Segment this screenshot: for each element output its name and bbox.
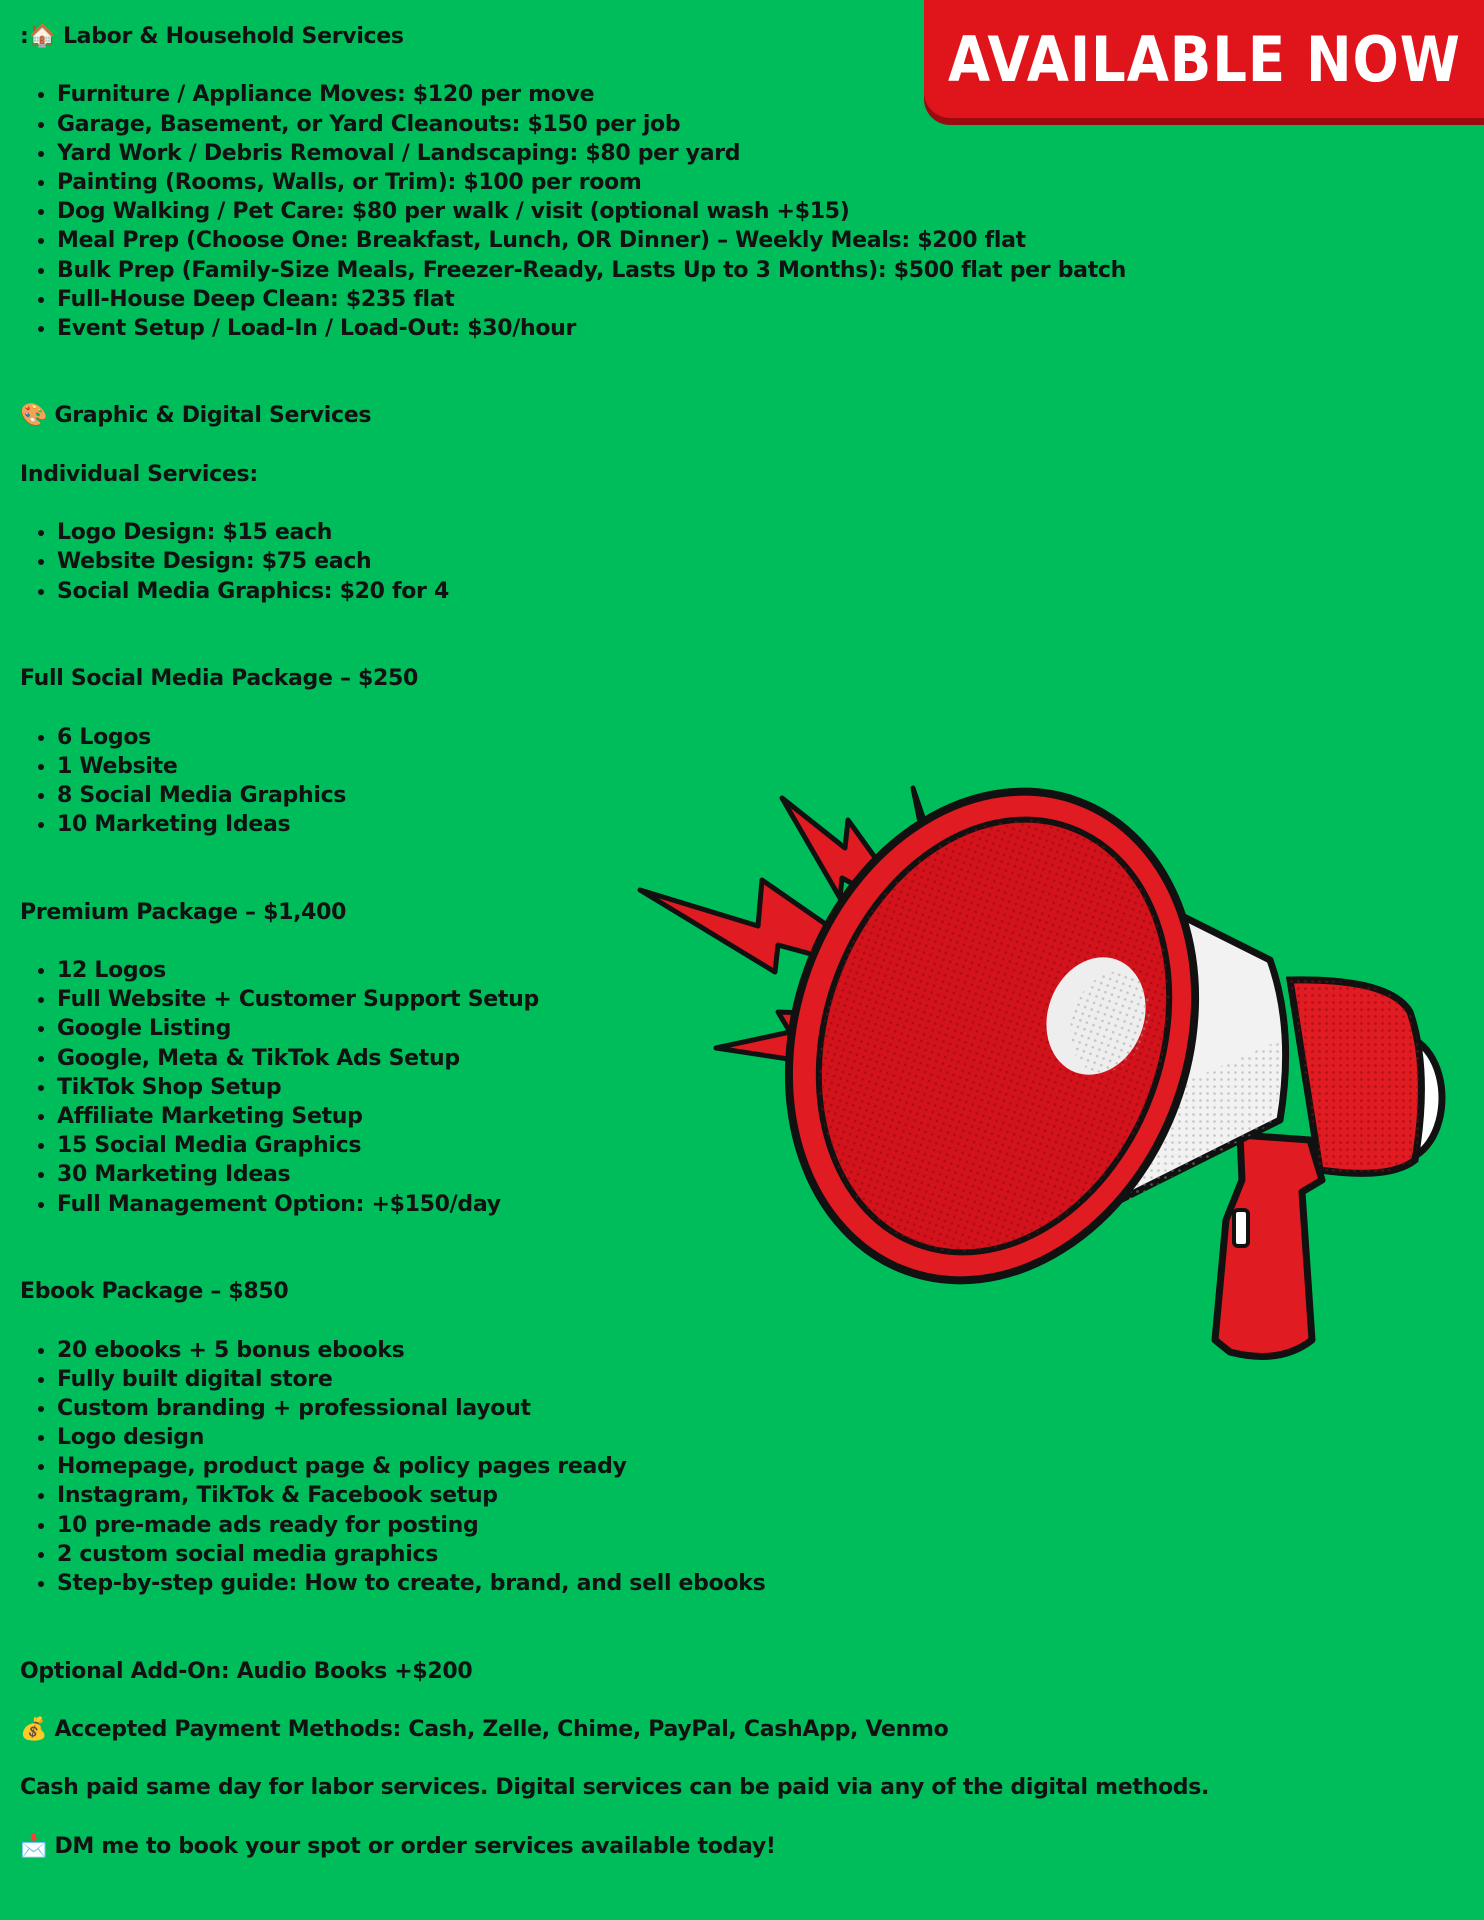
individual-heading: Individual Services:	[20, 461, 258, 487]
list-item: • Instagram, TikTok & Facebook setup	[57, 1481, 1180, 1510]
social-package-heading: Full Social Media Package – $250	[20, 666, 419, 692]
list-item: • Fully built digital store	[57, 1365, 1180, 1394]
cta-line: 📩 DM me to book your spot or order services available today!	[20, 1833, 776, 1859]
list-item: • Dog Walking / Pet Care: $80 per walk / visit (optional wash +$15)	[57, 197, 1180, 226]
list-item: • 2 custom social media graphics	[57, 1540, 1180, 1569]
list-item: • Website Design: $75 each	[57, 547, 1180, 576]
banner-text: AVAILABLE NOW	[947, 22, 1461, 96]
megaphone-illustration	[630, 740, 1460, 1380]
list-item: • 8 Social Media Graphics	[57, 781, 1180, 810]
list-item: • TikTok Shop Setup	[57, 1073, 1180, 1102]
list-item: • Bulk Prep (Family-Size Meals, Freezer-Ready, Lasts Up to 3 Months): $500 flat per batch	[57, 256, 1180, 285]
individual-list	[20, 518, 1180, 606]
list-item: • Google, Meta & TikTok Ads Setup	[57, 1044, 1180, 1073]
list-item: • 6 Logos	[57, 723, 1180, 752]
list-item: • 12 Logos	[57, 956, 1180, 985]
list-item: • Custom branding + professional layout	[57, 1394, 1180, 1423]
list-item: • Garage, Basement, or Yard Cleanouts: $150 per job	[57, 110, 1180, 139]
megaphone-handle	[1215, 1135, 1322, 1356]
labor-list	[20, 80, 1180, 343]
list-item: • Affiliate Marketing Setup	[57, 1102, 1180, 1131]
list-item: • Yard Work / Debris Removal / Landscaping: $80 per yard	[57, 139, 1180, 168]
list-item: • Event Setup / Load-In / Load-Out: $30/hour	[57, 314, 1180, 343]
list-item: • Meal Prep (Choose One: Breakfast, Lunch, OR Dinner) – Weekly Meals: $200 flat	[57, 226, 1180, 255]
list-item: • Full Website + Customer Support Setup	[57, 985, 1180, 1014]
list-item: • Full Management Option: +$150/day	[57, 1190, 1180, 1219]
list-item: • Step-by-step guide: How to create, brand, and sell ebooks	[57, 1569, 1180, 1598]
list-item: • Google Listing	[57, 1014, 1180, 1043]
list-item: • 1 Website	[57, 752, 1180, 781]
list-item: • 30 Marketing Ideas	[57, 1160, 1180, 1189]
megaphone-back	[1290, 980, 1442, 1173]
list-item: • Logo Design: $15 each	[57, 518, 1180, 547]
list-item: • 20 ebooks + 5 bonus ebooks	[57, 1336, 1180, 1365]
list-item: • Homepage, product page & policy pages ready	[57, 1452, 1180, 1481]
list-item: • 10 pre-made ads ready for posting	[57, 1511, 1180, 1540]
payment-methods-line: 💰 Accepted Payment Methods: Cash, Zelle, Chime, PayPal, CashApp, Venmo	[20, 1716, 949, 1742]
addon-line: Optional Add-On: Audio Books +$200	[20, 1658, 473, 1684]
ebook-package-heading: Ebook Package – $850	[20, 1279, 289, 1305]
list-item: • Furniture / Appliance Moves: $120 per move	[57, 80, 1180, 109]
list-item: • 10 Marketing Ideas	[57, 810, 1180, 839]
list-item: • 15 Social Media Graphics	[57, 1131, 1180, 1160]
list-item: • Social Media Graphics: $20 for 4	[57, 577, 1180, 606]
graphic-heading: 🎨 Graphic & Digital Services	[20, 403, 372, 429]
labor-heading: :🏠 Labor & Household Services	[20, 24, 404, 49]
list-item: • Full-House Deep Clean: $235 flat	[57, 285, 1180, 314]
premium-package-heading: Premium Package – $1,400	[20, 899, 347, 925]
list-item: • Logo design	[57, 1423, 1180, 1452]
list-item: • Painting (Rooms, Walls, or Trim): $100 per room	[57, 168, 1180, 197]
payment-note-line: Cash paid same day for labor services. Digital services can be paid via any of the digital methods.	[20, 1775, 1210, 1801]
